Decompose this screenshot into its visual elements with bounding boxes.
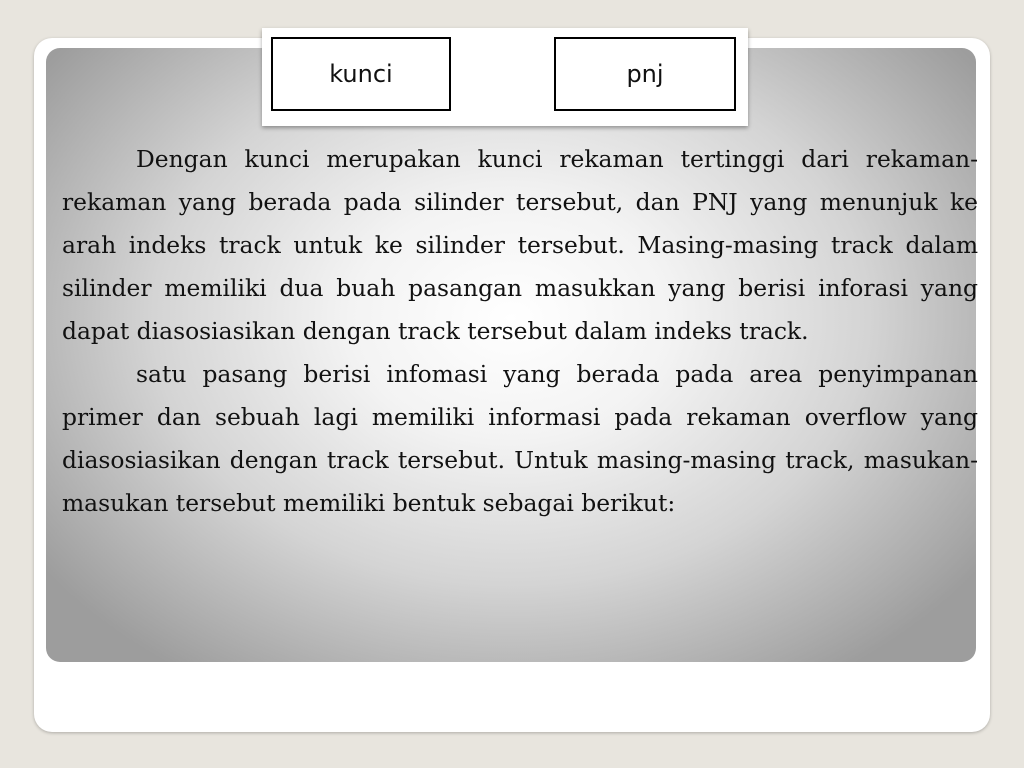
paragraph-2: satu pasang berisi infomasi yang berada pada area penyimpanan primer dan sebuah lagi memiliki informasi pada rekaman overflow yang diasosiasikan dengan track tersebut. Untuk masing-masing track, masukan-masukan tersebut memiliki bentuk sebagai berikut: bbox=[62, 360, 978, 517]
body-text bbox=[62, 138, 978, 525]
record-format-diagram bbox=[262, 28, 748, 126]
kunci-field-box: kunci bbox=[271, 37, 451, 111]
paragraph-1: Dengan kunci merupakan kunci rekaman tertinggi dari rekaman-rekaman yang berada pada silinder tersebut, dan PNJ yang menunjuk ke arah indeks track untuk ke silinder tersebut. Masing-masing track dalam silinder memiliki dua buah pasangan masukkan yang berisi inforasi yang dapat diasosiasikan dengan track tersebut dalam indeks track. bbox=[62, 145, 978, 345]
pnj-field-box: pnj bbox=[554, 37, 736, 111]
